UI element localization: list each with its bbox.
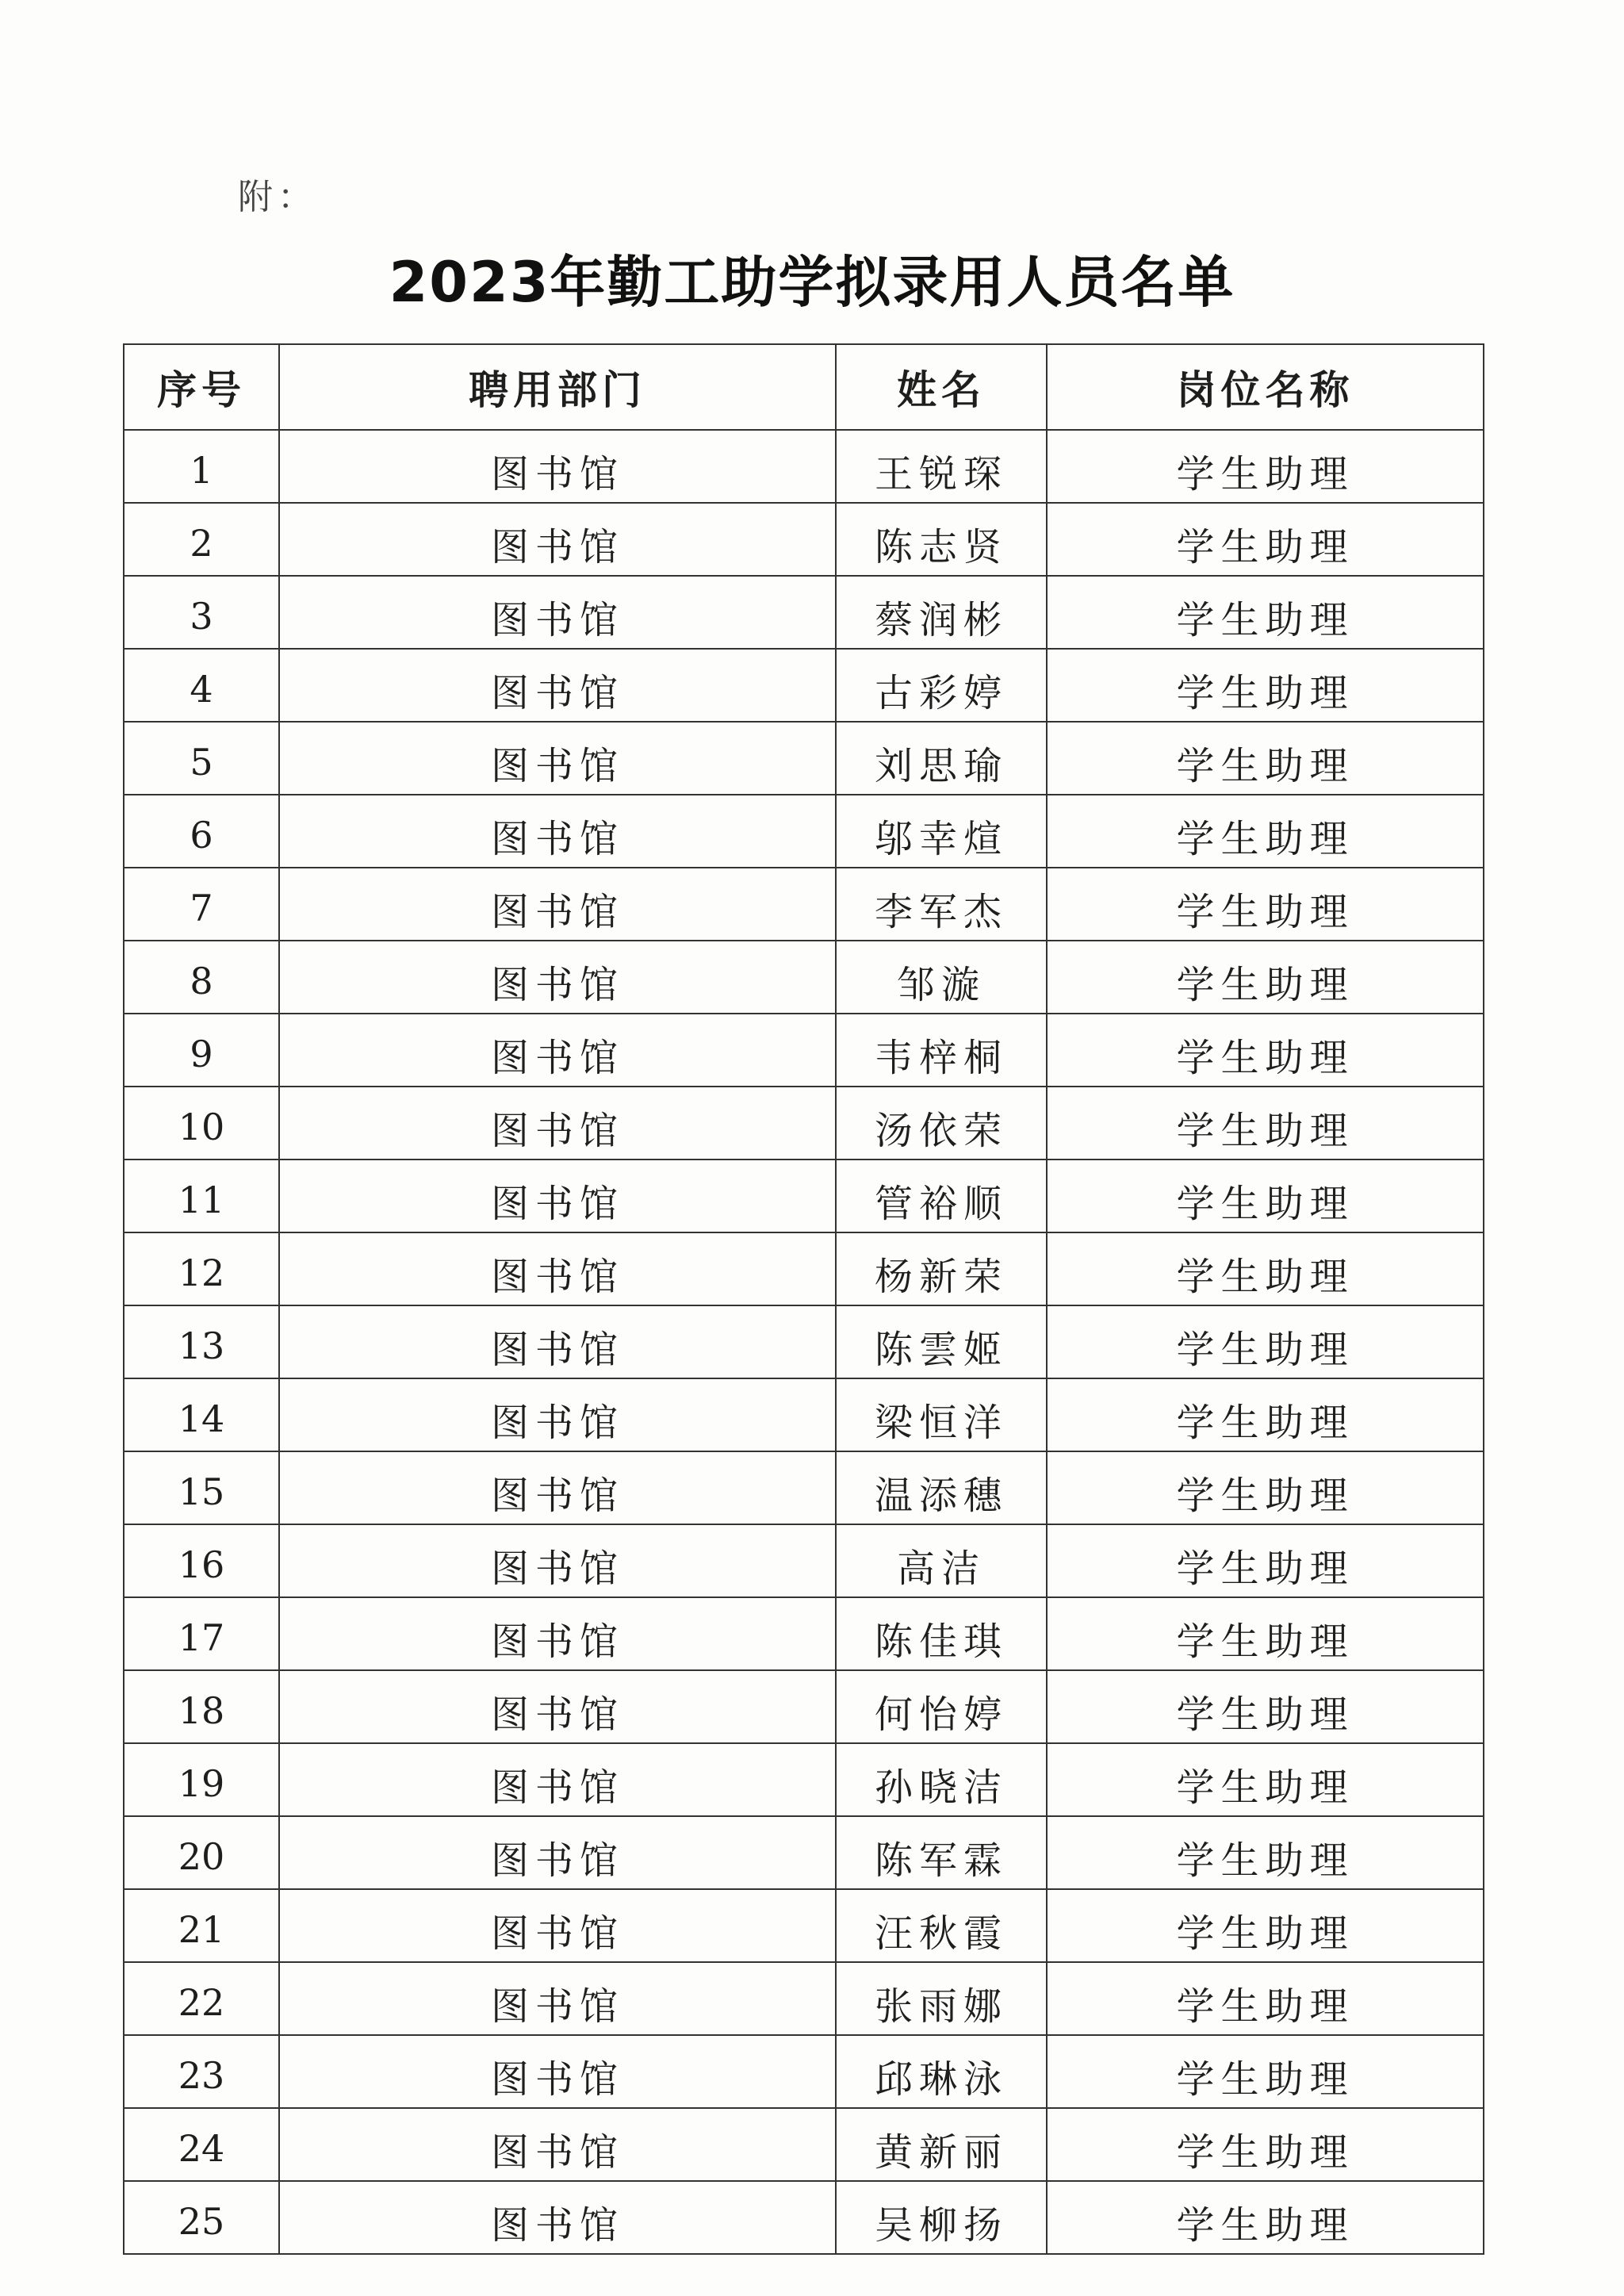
cell-department: 图书馆 [279,503,836,576]
cell-department: 图书馆 [279,1378,836,1451]
table-row [124,795,1484,868]
cell-name: 韦梓桐 [836,1014,1047,1087]
cell-name: 张雨娜 [836,1962,1047,2035]
cell-position: 学生助理 [1047,795,1484,868]
cell-position: 学生助理 [1047,1743,1484,1816]
column-header-name: 姓名 [836,344,1047,430]
table-row [124,941,1484,1014]
cell-name: 陈佳琪 [836,1597,1047,1670]
cell-name: 汤依荣 [836,1087,1047,1159]
cell-index: 2 [124,503,279,576]
table-header-row [124,344,1484,430]
cell-position: 学生助理 [1047,1087,1484,1159]
cell-position: 学生助理 [1047,1014,1484,1087]
cell-position: 学生助理 [1047,649,1484,722]
table-row [124,503,1484,576]
cell-index: 8 [124,941,279,1014]
cell-department: 图书馆 [279,2035,836,2108]
cell-position: 学生助理 [1047,868,1484,941]
cell-department: 图书馆 [279,1305,836,1378]
cell-name: 梁恒洋 [836,1378,1047,1451]
table-row [124,1524,1484,1597]
table-row [124,1305,1484,1378]
cell-index: 3 [124,576,279,649]
table-row [124,868,1484,941]
cell-index: 4 [124,649,279,722]
cell-index: 23 [124,2035,279,2108]
cell-index: 21 [124,1889,279,1962]
cell-department: 图书馆 [279,2108,836,2181]
cell-index: 14 [124,1378,279,1451]
attachment-label: 附： [238,177,317,217]
cell-position: 学生助理 [1047,503,1484,576]
cell-index: 22 [124,1962,279,2035]
cell-position: 学生助理 [1047,2108,1484,2181]
table-row [124,576,1484,649]
cell-index: 18 [124,1670,279,1743]
cell-position: 学生助理 [1047,1962,1484,2035]
cell-index: 16 [124,1524,279,1597]
table-row [124,1743,1484,1816]
cell-department: 图书馆 [279,1743,836,1816]
cell-department: 图书馆 [279,1816,836,1889]
cell-position: 学生助理 [1047,1889,1484,1962]
cell-index: 9 [124,1014,279,1087]
cell-name: 邱琳泳 [836,2035,1047,2108]
cell-department: 图书馆 [279,941,836,1014]
cell-department: 图书馆 [279,649,836,722]
cell-position: 学生助理 [1047,1524,1484,1597]
table-row [124,1597,1484,1670]
table-row [124,430,1484,503]
cell-index: 24 [124,2108,279,2181]
cell-name: 温添穗 [836,1451,1047,1524]
cell-name: 黄新丽 [836,2108,1047,2181]
cell-department: 图书馆 [279,1451,836,1524]
table-row [124,649,1484,722]
cell-department: 图书馆 [279,722,836,795]
cell-position: 学生助理 [1047,2035,1484,2108]
cell-index: 25 [124,2181,279,2254]
table-row [124,1962,1484,2035]
cell-name: 管裕顺 [836,1159,1047,1232]
cell-index: 20 [124,1816,279,1889]
cell-name: 王锐琛 [836,430,1047,503]
cell-name: 古彩婷 [836,649,1047,722]
table-row [124,1378,1484,1451]
cell-position: 学生助理 [1047,1305,1484,1378]
table-row [124,2035,1484,2108]
cell-index: 17 [124,1597,279,1670]
roster-table [123,343,1484,2255]
cell-department: 图书馆 [279,430,836,503]
cell-position: 学生助理 [1047,722,1484,795]
table-row [124,722,1484,795]
cell-department: 图书馆 [279,1889,836,1962]
document-title: 2023年勤工助学拟录用人员名单 [389,250,1235,315]
cell-department: 图书馆 [279,576,836,649]
cell-name: 刘思瑜 [836,722,1047,795]
cell-department: 图书馆 [279,1524,836,1597]
cell-department: 图书馆 [279,1597,836,1670]
cell-name: 邹漩 [836,941,1047,1014]
cell-name: 蔡润彬 [836,576,1047,649]
cell-index: 6 [124,795,279,868]
column-header-position: 岗位名称 [1047,344,1484,430]
table-row [124,1087,1484,1159]
cell-department: 图书馆 [279,868,836,941]
cell-position: 学生助理 [1047,1816,1484,1889]
cell-index: 1 [124,430,279,503]
cell-position: 学生助理 [1047,1232,1484,1305]
cell-name: 杨新荣 [836,1232,1047,1305]
cell-department: 图书馆 [279,1232,836,1305]
table-row [124,1014,1484,1087]
cell-department: 图书馆 [279,795,836,868]
cell-name: 吴柳扬 [836,2181,1047,2254]
cell-index: 13 [124,1305,279,1378]
cell-position: 学生助理 [1047,430,1484,503]
cell-department: 图书馆 [279,1159,836,1232]
cell-name: 陈志贤 [836,503,1047,576]
column-header-department: 聘用部门 [279,344,836,430]
cell-position: 学生助理 [1047,1159,1484,1232]
cell-department: 图书馆 [279,1962,836,2035]
cell-index: 12 [124,1232,279,1305]
column-header-index: 序号 [124,344,279,430]
table-row [124,1451,1484,1524]
cell-position: 学生助理 [1047,576,1484,649]
cell-department: 图书馆 [279,1670,836,1743]
table-row [124,1232,1484,1305]
cell-index: 15 [124,1451,279,1524]
cell-index: 10 [124,1087,279,1159]
cell-name: 邬幸煊 [836,795,1047,868]
table-row [124,1159,1484,1232]
cell-position: 学生助理 [1047,1670,1484,1743]
cell-department: 图书馆 [279,2181,836,2254]
cell-department: 图书馆 [279,1087,836,1159]
cell-name: 高洁 [836,1524,1047,1597]
cell-name: 陈军霖 [836,1816,1047,1889]
table-row [124,2108,1484,2181]
cell-name: 李军杰 [836,868,1047,941]
cell-position: 学生助理 [1047,1597,1484,1670]
cell-index: 7 [124,868,279,941]
cell-position: 学生助理 [1047,941,1484,1014]
table-row [124,1816,1484,1889]
cell-name: 孙晓洁 [836,1743,1047,1816]
cell-department: 图书馆 [279,1014,836,1087]
table-row [124,1889,1484,1962]
cell-position: 学生助理 [1047,2181,1484,2254]
cell-name: 汪秋霞 [836,1889,1047,1962]
cell-position: 学生助理 [1047,1451,1484,1524]
cell-index: 19 [124,1743,279,1816]
table-row [124,2181,1484,2254]
table-body [124,430,1484,2254]
cell-position: 学生助理 [1047,1378,1484,1451]
cell-name: 何怡婷 [836,1670,1047,1743]
table-row [124,1670,1484,1743]
cell-index: 5 [124,722,279,795]
cell-name: 陈雲姬 [836,1305,1047,1378]
cell-index: 11 [124,1159,279,1232]
